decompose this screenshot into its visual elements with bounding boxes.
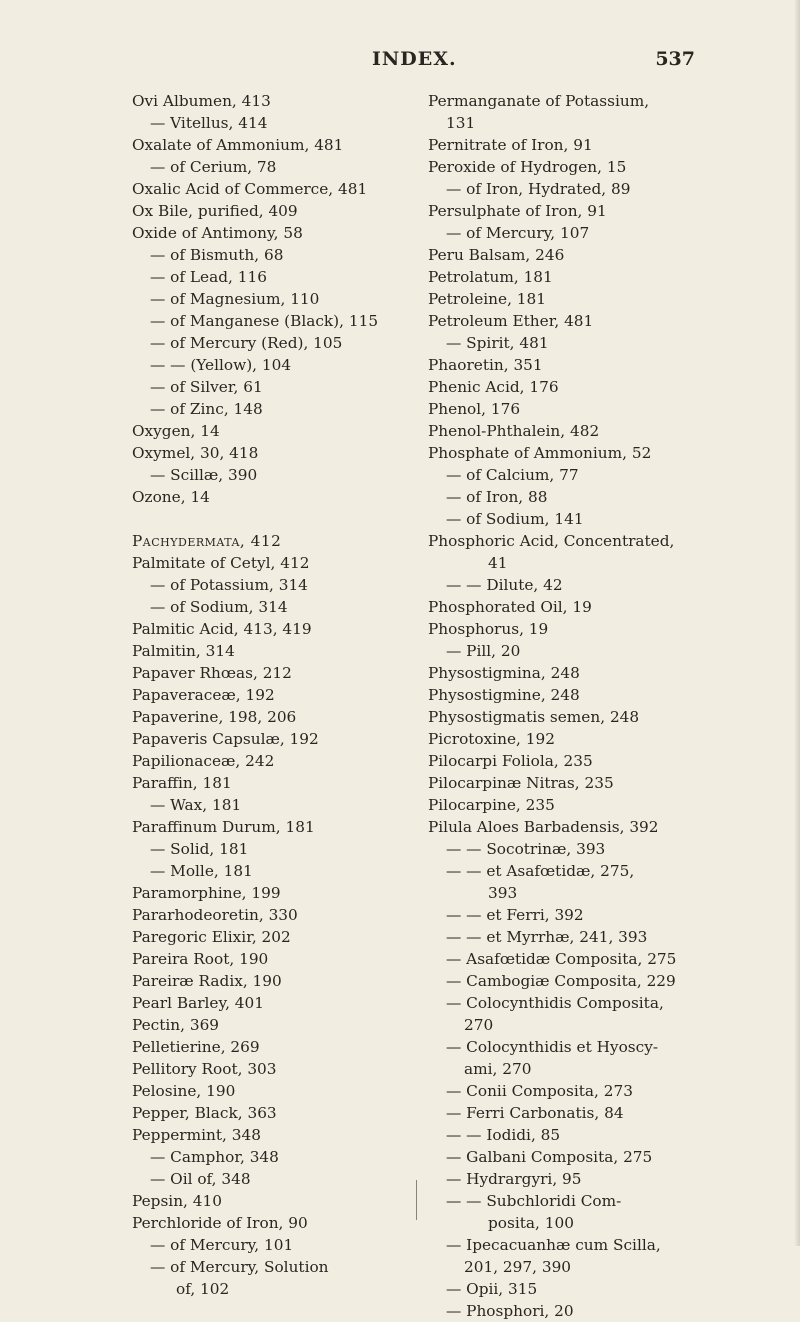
index-entry: Permanganate of Potassium, <box>428 92 650 110</box>
index-entry: Phosphoric Acid, Concentrated, <box>428 532 675 550</box>
index-entry: Paregoric Elixir, 202 <box>132 928 291 946</box>
index-entry: — Asafœtidæ Composita, 275 <box>446 950 677 968</box>
index-entry: Petroleum Ether, 481 <box>428 312 594 330</box>
index-entry: — Cambogiæ Composita, 229 <box>446 972 676 990</box>
index-entry: Pilula Aloes Barbadensis, 392 <box>428 818 659 836</box>
index-entry: Pilocarpinæ Nitras, 235 <box>428 774 614 792</box>
index-entry: 41 <box>488 554 508 572</box>
index-entry: — — Dilute, 42 <box>446 576 563 594</box>
index-column-right <box>428 90 733 1322</box>
index-entry: Phenol, 176 <box>428 400 521 418</box>
index-entry: — of Cerium, 78 <box>150 158 277 176</box>
index-entry: — Oil of, 348 <box>150 1170 251 1188</box>
index-entry: — of Zinc, 148 <box>150 400 263 418</box>
index-entry: Persulphate of Iron, 91 <box>428 202 607 220</box>
index-entry: — of Mercury, Solution <box>150 1258 329 1276</box>
index-entry: Pepper, Black, 363 <box>132 1104 277 1122</box>
index-entry: — Spirit, 481 <box>446 334 549 352</box>
index-entry: — Molle, 181 <box>150 862 253 880</box>
index-entry: — of Mercury, 107 <box>446 224 590 242</box>
index-entry: Papaveraceæ, 192 <box>132 686 275 704</box>
index-entry: Oxymel, 30, 418 <box>132 444 259 462</box>
index-gap <box>132 508 417 530</box>
index-entry: — of Sodium, 141 <box>446 510 584 528</box>
index-entry: 201, 297, 390 <box>464 1258 572 1276</box>
index-entry: Pelletierine, 269 <box>132 1038 260 1056</box>
index-entry: Papaverine, 198, 206 <box>132 708 297 726</box>
index-entry: Pectin, 369 <box>132 1016 220 1034</box>
index-entry: Petrolatum, 181 <box>428 268 553 286</box>
index-entry: — — et Ferri, 392 <box>446 906 584 924</box>
page-edge-shadow <box>794 0 800 1246</box>
index-entry: — of Mercury, 101 <box>150 1236 294 1254</box>
index-entry: Paraffin, 181 <box>132 774 232 792</box>
index-entry: — of Iron, Hydrated, 89 <box>446 180 631 198</box>
index-entry: — Vitellus, 414 <box>150 114 268 132</box>
index-entry: Phosphorated Oil, 19 <box>428 598 592 616</box>
index-entry: 393 <box>488 884 518 902</box>
index-entry: — Opii, 315 <box>446 1280 538 1298</box>
page-number: 537 <box>655 48 695 70</box>
index-entry: Palmitin, 314 <box>132 642 235 660</box>
index-entry: — Phosphori, 20 <box>446 1302 574 1320</box>
index-entry: Phosphorus, 19 <box>428 620 549 638</box>
index-entry: — Colocynthidis Composita, <box>446 994 664 1012</box>
index-entry: Oxalic Acid of Commerce, 481 <box>132 180 368 198</box>
index-entry: — — Iodidi, 85 <box>446 1126 561 1144</box>
index-entry: Picrotoxine, 192 <box>428 730 555 748</box>
index-entry: — of Bismuth, 68 <box>150 246 284 264</box>
index-entry: Palmitic Acid, 413, 419 <box>132 620 312 638</box>
index-entry: — Ipecacuanhæ cum Scilla, <box>446 1236 661 1254</box>
margin-rule <box>416 1180 417 1220</box>
index-entry: Ozone, 14 <box>132 488 210 506</box>
index-entry: — Wax, 181 <box>150 796 242 814</box>
index-entry: Pararhodeoretin, 330 <box>132 906 298 924</box>
index-entry: — Colocynthidis et Hyoscy- <box>446 1038 659 1056</box>
index-entry: — Ferri Carbonatis, 84 <box>446 1104 624 1122</box>
index-entry: Phenic Acid, 176 <box>428 378 559 396</box>
index-entry: Paramorphine, 199 <box>132 884 281 902</box>
index-entry: Oxide of Antimony, 58 <box>132 224 303 242</box>
index-entry: — of Lead, 116 <box>150 268 267 286</box>
index-entry: Pareiræ Radix, 190 <box>132 972 282 990</box>
index-entry: — Camphor, 348 <box>150 1148 279 1166</box>
index-entry: — — (Yellow), 104 <box>150 356 292 374</box>
index-entry: of, 102 <box>176 1280 230 1298</box>
index-entry: Phaoretin, 351 <box>428 356 543 374</box>
index-column-left <box>132 90 417 1300</box>
index-entry: — of Manganese (Black), 115 <box>150 312 379 330</box>
index-entry: — of Silver, 61 <box>150 378 263 396</box>
index-entry: — of Calcium, 77 <box>446 466 579 484</box>
index-entry: Peru Balsam, 246 <box>428 246 565 264</box>
index-entry: Physostigmatis semen, 248 <box>428 708 640 726</box>
index-entry: Pernitrate of Iron, 91 <box>428 136 593 154</box>
index-entry: 270 <box>464 1016 494 1034</box>
index-entry: Physostigmina, 248 <box>428 664 580 682</box>
index-entry: — Conii Composita, 273 <box>446 1082 633 1100</box>
index-entry: 131 <box>446 114 476 132</box>
page-header <box>0 48 800 84</box>
index-entry: Oxygen, 14 <box>132 422 220 440</box>
index-entry: — — et Myrrhæ, 241, 393 <box>446 928 648 946</box>
index-entry: Phosphate of Ammonium, 52 <box>428 444 652 462</box>
index-entry: Pepsin, 410 <box>132 1192 222 1210</box>
index-entry: — — Socotrinæ, 393 <box>446 840 606 858</box>
index-entry: — of Iron, 88 <box>446 488 548 506</box>
index-entry: Pearl Barley, 401 <box>132 994 264 1012</box>
index-entry: — of Potassium, 314 <box>150 576 308 594</box>
index-entry: Paraffinum Durum, 181 <box>132 818 315 836</box>
index-entry: — Galbani Composita, 275 <box>446 1148 653 1166</box>
index-entry: Perchloride of Iron, 90 <box>132 1214 308 1232</box>
index-entry: — of Sodium, 314 <box>150 598 288 616</box>
index-entry: Pilocarpine, 235 <box>428 796 555 814</box>
index-entry: Pilocarpi Foliola, 235 <box>428 752 593 770</box>
index-entry: Pachydermata, 412 <box>132 532 282 550</box>
index-entry: Petroleine, 181 <box>428 290 546 308</box>
index-entry: — of Magnesium, 110 <box>150 290 320 308</box>
index-entry: Pellitory Root, 303 <box>132 1060 277 1078</box>
index-entry: Physostigmine, 248 <box>428 686 580 704</box>
page-title: INDEX. <box>372 48 457 70</box>
index-entry: — Hydrargyri, 95 <box>446 1170 582 1188</box>
index-entry: Oxalate of Ammonium, 481 <box>132 136 344 154</box>
index-entry: Pelosine, 190 <box>132 1082 236 1100</box>
index-entry: Palmitate of Cetyl, 412 <box>132 554 310 572</box>
index-entry: Phenol-Phthalein, 482 <box>428 422 600 440</box>
index-entry: — Scillæ, 390 <box>150 466 258 484</box>
index-entry: ami, 270 <box>464 1060 532 1078</box>
index-entry: Papilionaceæ, 242 <box>132 752 275 770</box>
index-entry: posita, 100 <box>488 1214 574 1232</box>
index-entry: Peroxide of Hydrogen, 15 <box>428 158 627 176</box>
index-entry: — — Subchloridi Com- <box>446 1192 622 1210</box>
index-entry: Peppermint, 348 <box>132 1126 261 1144</box>
index-entry: Ovi Albumen, 413 <box>132 92 271 110</box>
index-entry: Pareira Root, 190 <box>132 950 269 968</box>
index-entry: Ox Bile, purified, 409 <box>132 202 298 220</box>
index-entry: Papaver Rhœas, 212 <box>132 664 292 682</box>
index-entry: — Pill, 20 <box>446 642 521 660</box>
index-entry: Papaveris Capsulæ, 192 <box>132 730 319 748</box>
index-entry: — of Mercury (Red), 105 <box>150 334 343 352</box>
index-entry: — — et Asafœtidæ, 275, <box>446 862 635 880</box>
index-entry: — Solid, 181 <box>150 840 249 858</box>
